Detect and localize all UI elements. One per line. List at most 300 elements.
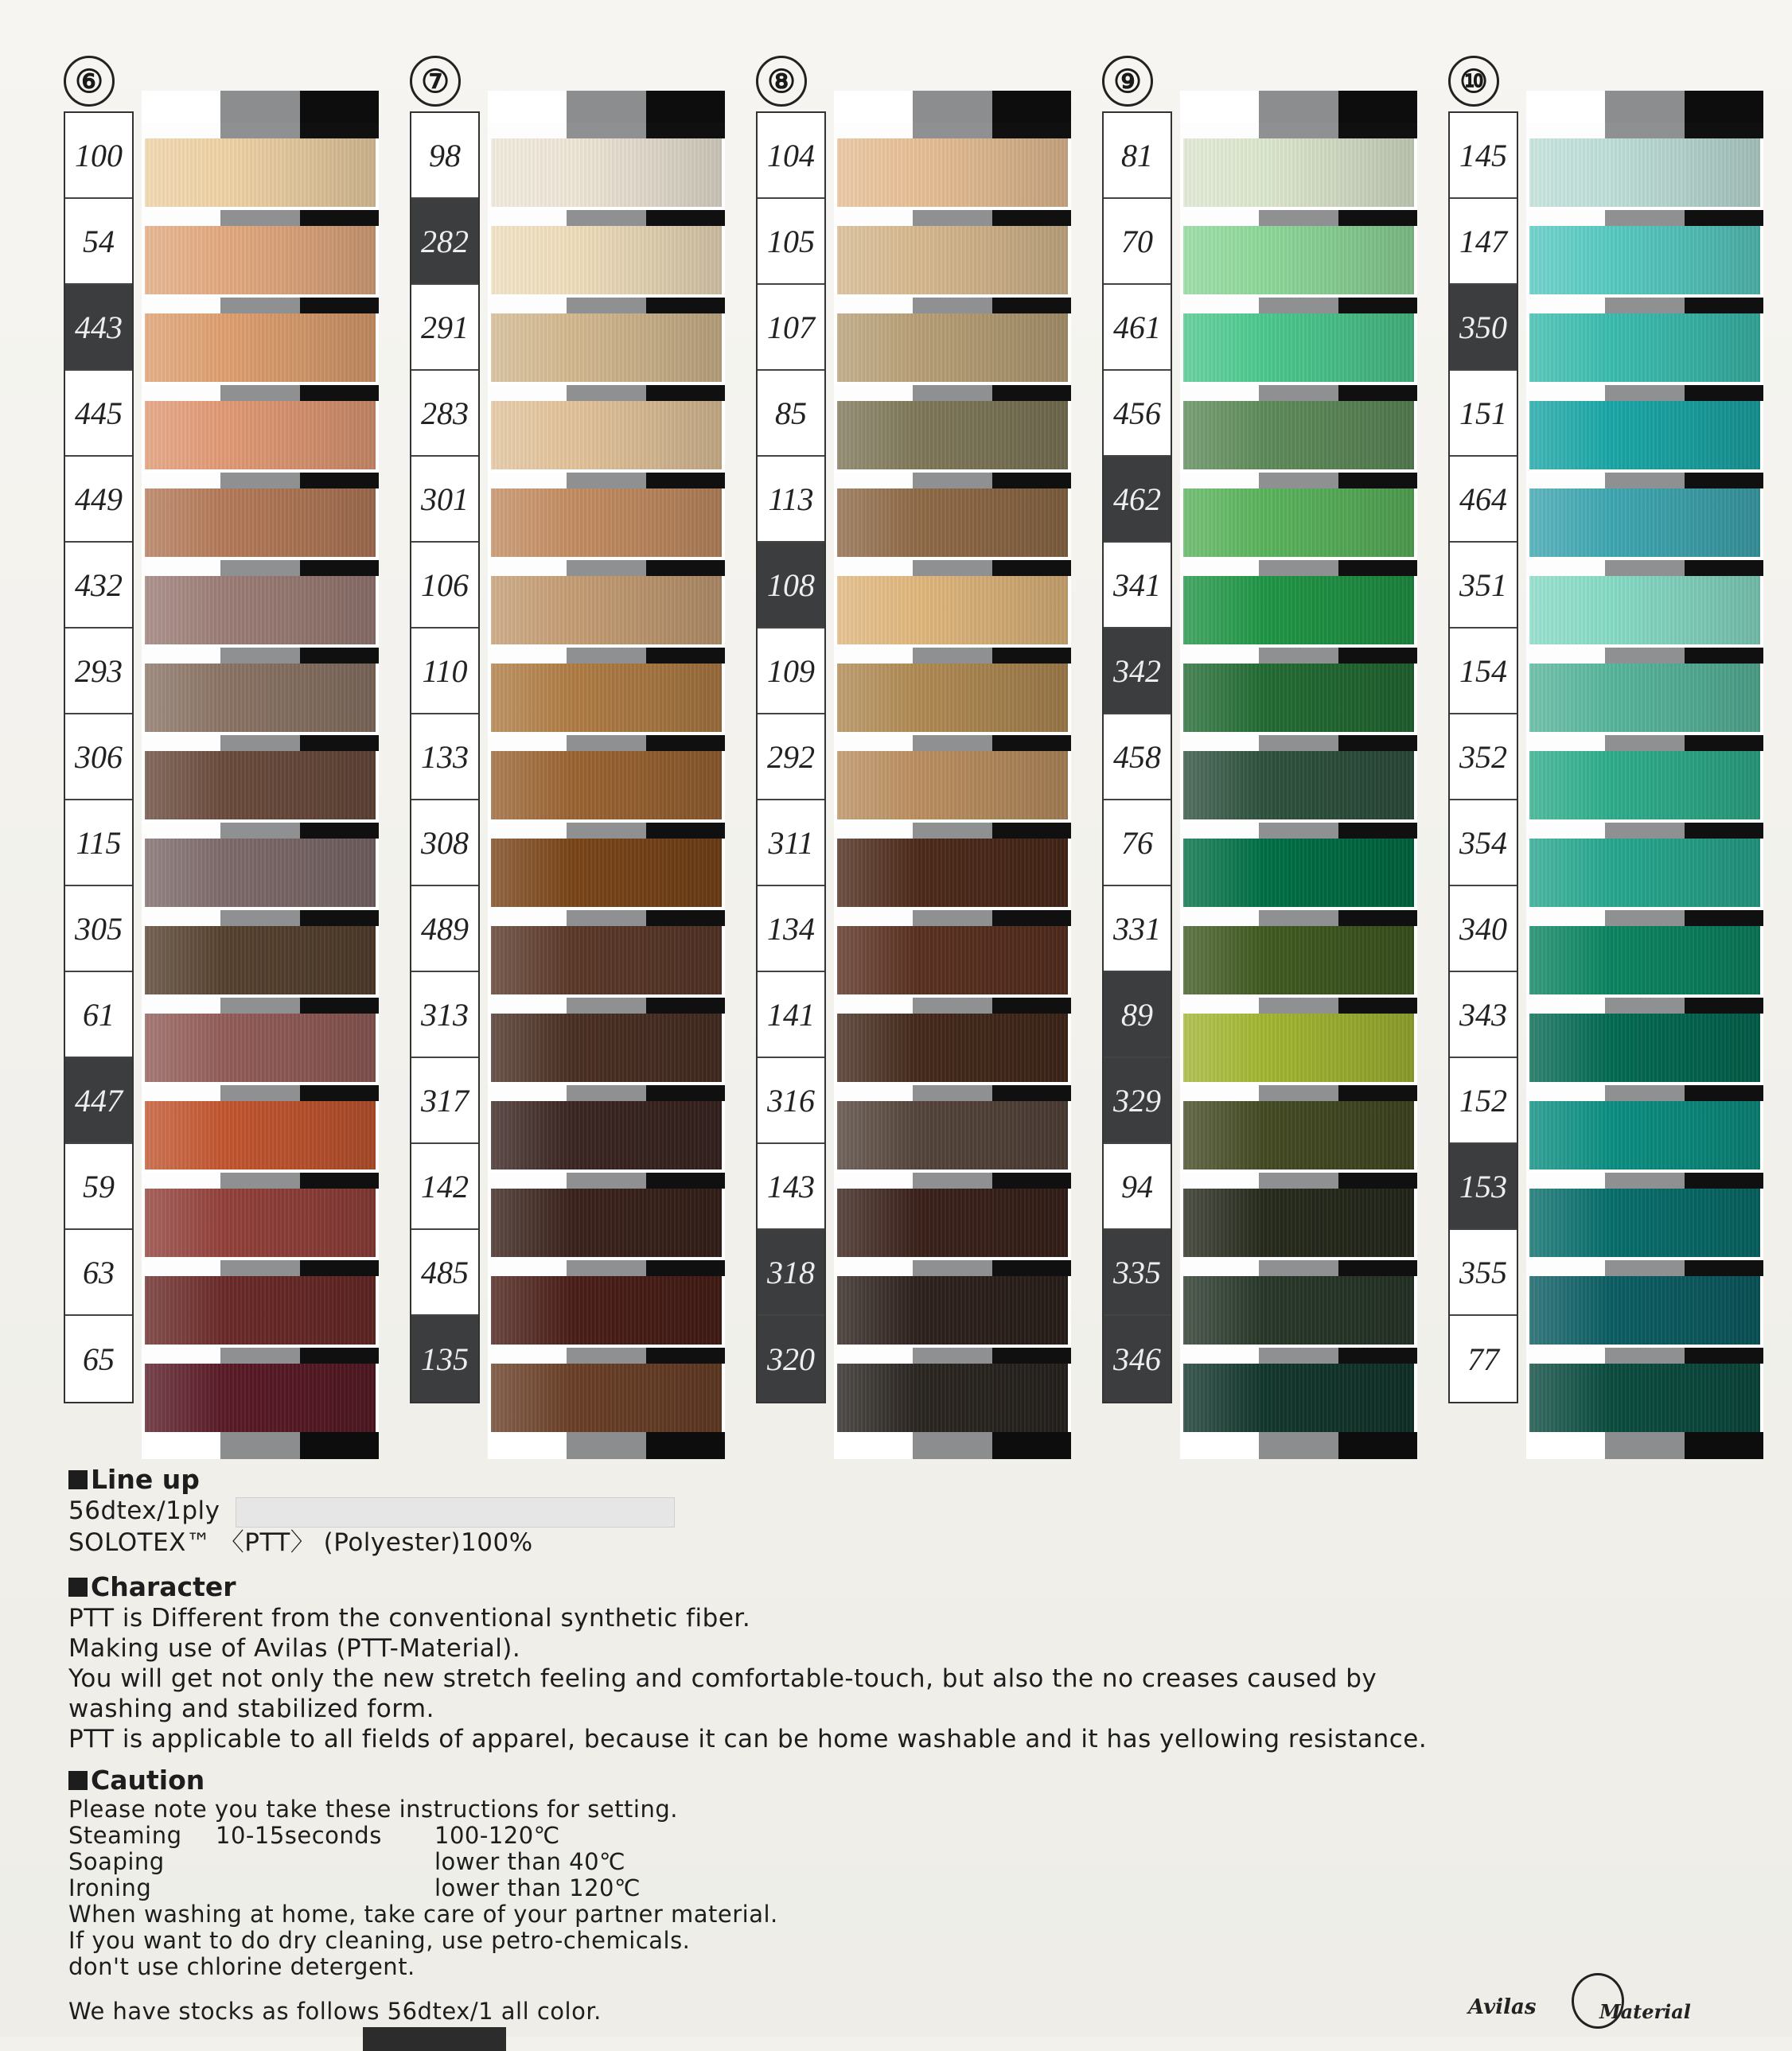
separator-segment — [992, 1260, 1071, 1276]
separator-segment — [1685, 210, 1763, 226]
color-code-label: 89 — [1104, 972, 1171, 1058]
separator-segment — [992, 210, 1071, 226]
separator-segment — [1605, 1085, 1684, 1101]
separator-segment — [300, 123, 379, 138]
separator-segment — [1605, 123, 1684, 138]
swatch-strip — [1526, 91, 1763, 1459]
thread-swatch — [145, 926, 376, 994]
swatch-row — [1180, 823, 1417, 909]
separator-segment — [1685, 560, 1763, 576]
code-column — [1102, 111, 1172, 1403]
separator-segment — [142, 560, 220, 576]
swatch-separator — [488, 910, 725, 926]
caution-steaming: Steaming 10-15seconds 100-120℃ — [68, 1822, 560, 1849]
color-code-label: 432 — [65, 543, 132, 629]
strip-header — [1526, 91, 1763, 123]
color-code-label: 305 — [65, 886, 132, 972]
separator-segment — [992, 910, 1071, 926]
swatch-row — [834, 385, 1071, 471]
thread-swatch — [145, 839, 376, 907]
separator-segment — [142, 648, 220, 664]
swatch-separator — [834, 1173, 1071, 1189]
separator-segment — [1259, 123, 1338, 138]
color-code-label: 113 — [758, 457, 824, 543]
separator-segment — [300, 560, 379, 576]
separator-segment — [834, 385, 913, 401]
separator-segment — [567, 1085, 645, 1101]
separator-segment — [1605, 998, 1684, 1014]
separator-segment — [1180, 560, 1259, 576]
separator-segment — [300, 1173, 379, 1189]
swatch-row — [1180, 123, 1417, 208]
thread-swatch — [1183, 226, 1414, 294]
separator-segment — [142, 473, 220, 488]
separator-segment — [220, 910, 299, 926]
thread-swatch — [491, 226, 722, 294]
swatch-separator — [1526, 385, 1763, 401]
separator-segment — [1605, 823, 1684, 839]
swatch-separator — [488, 123, 725, 138]
swatch-row — [1180, 298, 1417, 383]
swatch-row — [1526, 735, 1763, 821]
separator-segment — [1605, 1348, 1684, 1364]
thread-swatch — [1183, 1014, 1414, 1082]
square-bullet-icon — [68, 1771, 88, 1790]
swatch-separator — [834, 1085, 1071, 1101]
color-code-label: 443 — [65, 285, 132, 371]
character-line: You will get not only the new stretch feeling and comfortable-touch, but also the no creases caused by — [68, 1664, 1377, 1693]
thread-swatch — [145, 1014, 376, 1082]
swatch-separator — [488, 385, 725, 401]
separator-segment — [1526, 735, 1605, 751]
swatch-separator — [834, 560, 1071, 576]
color-code-label: 143 — [758, 1144, 824, 1230]
color-code-label: 76 — [1104, 800, 1171, 886]
thread-swatch — [491, 576, 722, 644]
separator-segment — [142, 1260, 220, 1276]
thread-swatch — [145, 401, 376, 469]
swatch-separator — [488, 298, 725, 313]
swatch-separator — [1526, 560, 1763, 576]
separator-segment — [220, 1348, 299, 1364]
separator-segment — [1605, 210, 1684, 226]
stocks-line: We have stocks as follows 56dtex/1 all color. — [68, 1998, 602, 2025]
separator-segment — [1685, 1085, 1763, 1101]
color-code-label: 293 — [65, 629, 132, 714]
separator-segment — [834, 298, 913, 313]
color-code-label: 485 — [411, 1230, 478, 1316]
separator-segment — [913, 1173, 991, 1189]
swatch-separator — [142, 1260, 379, 1276]
color-code-label: 355 — [1450, 1230, 1517, 1316]
separator-segment — [1259, 560, 1338, 576]
thread-swatch — [1183, 926, 1414, 994]
separator-segment — [1338, 1348, 1417, 1364]
color-code-label: 135 — [411, 1316, 478, 1402]
swatch-separator — [1526, 910, 1763, 926]
separator-segment — [913, 560, 991, 576]
separator-segment — [646, 998, 725, 1014]
thread-swatch — [1183, 1276, 1414, 1345]
separator-segment — [1685, 998, 1763, 1014]
color-code-label: 351 — [1450, 543, 1517, 629]
swatch-separator — [1180, 1260, 1417, 1276]
separator-segment — [1605, 1260, 1684, 1276]
thread-swatch — [1529, 1276, 1760, 1345]
thread-swatch — [145, 226, 376, 294]
color-code-label: 105 — [758, 199, 824, 285]
color-code-label: 154 — [1450, 629, 1517, 714]
separator-segment — [1338, 473, 1417, 488]
swatch-row — [1180, 1085, 1417, 1171]
separator-segment — [834, 560, 913, 576]
separator-segment — [142, 1173, 220, 1189]
swatch-separator — [1526, 1085, 1763, 1101]
strip-reference-segment — [1338, 1432, 1417, 1459]
thread-swatch — [1183, 1364, 1414, 1432]
swatch-row — [1526, 1260, 1763, 1346]
thread-swatch — [1529, 488, 1760, 557]
separator-segment — [1338, 385, 1417, 401]
thread-swatch — [491, 839, 722, 907]
swatch-separator — [142, 560, 379, 576]
swatch-separator — [834, 735, 1071, 751]
color-code-label: 110 — [411, 629, 478, 714]
swatch-row — [834, 1348, 1071, 1434]
separator-segment — [1526, 823, 1605, 839]
separator-segment — [913, 823, 991, 839]
separator-segment — [646, 1348, 725, 1364]
separator-segment — [992, 385, 1071, 401]
separator-segment — [567, 210, 645, 226]
separator-segment — [913, 1348, 991, 1364]
separator-segment — [913, 210, 991, 226]
strip-reference-segment — [1259, 91, 1338, 123]
swatch-separator — [834, 298, 1071, 313]
color-code-label: 316 — [758, 1058, 824, 1144]
separator-segment — [1259, 998, 1338, 1014]
thread-swatch — [837, 1101, 1068, 1169]
separator-segment — [1180, 910, 1259, 926]
color-group — [402, 56, 728, 1456]
swatch-separator — [1180, 560, 1417, 576]
separator-segment — [1526, 910, 1605, 926]
thread-swatch — [837, 1189, 1068, 1257]
thread-swatch — [145, 313, 376, 382]
thread-swatch — [1529, 751, 1760, 819]
swatch-row — [834, 648, 1071, 734]
thread-swatch — [837, 751, 1068, 819]
color-code-label: 134 — [758, 886, 824, 972]
color-code-label: 104 — [758, 113, 824, 199]
separator-segment — [567, 473, 645, 488]
character-section — [68, 1571, 1739, 1754]
separator-segment — [1338, 210, 1417, 226]
swatch-row — [1180, 210, 1417, 296]
separator-segment — [992, 298, 1071, 313]
separator-segment — [488, 385, 567, 401]
character-line: Making use of Avilas (PTT-Material). — [68, 1634, 521, 1663]
separator-segment — [646, 210, 725, 226]
swatch-separator — [488, 1348, 725, 1364]
strip-reference-segment — [834, 1432, 913, 1459]
color-code-label: 335 — [1104, 1230, 1171, 1316]
swatch-row — [1526, 1085, 1763, 1171]
separator-segment — [834, 123, 913, 138]
swatch-row — [834, 910, 1071, 996]
strip-reference-segment — [1180, 91, 1259, 123]
separator-segment — [1605, 473, 1684, 488]
swatch-row — [142, 1348, 379, 1434]
swatch-row — [1526, 298, 1763, 383]
redacted-box — [236, 1497, 675, 1528]
separator-segment — [220, 473, 299, 488]
swatch-row — [834, 1173, 1071, 1259]
swatch-row — [488, 298, 725, 383]
thread-swatch — [491, 664, 722, 732]
color-code-label: 447 — [65, 1058, 132, 1144]
strip-reference-segment — [913, 91, 991, 123]
separator-segment — [220, 1173, 299, 1189]
thread-swatch — [145, 138, 376, 207]
strip-header — [488, 91, 725, 123]
strip-reference-segment — [1605, 91, 1684, 123]
separator-segment — [834, 1085, 913, 1101]
separator-segment — [1338, 998, 1417, 1014]
separator-segment — [834, 910, 913, 926]
separator-segment — [488, 1173, 567, 1189]
separator-segment — [1180, 823, 1259, 839]
separator-segment — [834, 210, 913, 226]
strip-reference-segment — [992, 1432, 1071, 1459]
color-code-label: 77 — [1467, 1341, 1499, 1377]
color-code-label: 456 — [1104, 371, 1171, 457]
color-group — [1094, 56, 1420, 1456]
color-code-label: 445 — [65, 371, 132, 457]
separator-segment — [567, 910, 645, 926]
swatch-strip — [488, 91, 725, 1459]
color-code-label: 301 — [411, 457, 478, 543]
separator-segment — [1338, 1173, 1417, 1189]
color-code-label: 145 — [1450, 113, 1517, 199]
swatch-separator — [1526, 1260, 1763, 1276]
thread-swatch — [491, 1101, 722, 1169]
strip-reference-segment — [300, 91, 379, 123]
swatch-separator — [1526, 1173, 1763, 1189]
separator-segment — [1526, 210, 1605, 226]
separator-segment — [646, 560, 725, 576]
separator-segment — [1685, 298, 1763, 313]
color-code-label: 462 — [1104, 457, 1171, 543]
strip-reference-segment — [834, 91, 913, 123]
swatch-row — [488, 735, 725, 821]
color-group — [56, 56, 382, 1456]
swatch-separator — [142, 1348, 379, 1364]
swatch-row — [1526, 473, 1763, 558]
color-group — [1440, 56, 1767, 1456]
swatch-separator — [1180, 210, 1417, 226]
color-group — [748, 56, 1074, 1456]
separator-segment — [220, 648, 299, 664]
separator-segment — [488, 298, 567, 313]
strip-reference-segment — [1605, 1432, 1684, 1459]
separator-segment — [834, 648, 913, 664]
separator-segment — [488, 1260, 567, 1276]
strip-reference-segment — [646, 91, 725, 123]
color-code-label: 342 — [1104, 629, 1171, 714]
separator-segment — [913, 123, 991, 138]
color-code-label: 292 — [758, 714, 824, 800]
thread-swatch — [837, 1276, 1068, 1345]
separator-segment — [1526, 298, 1605, 313]
swatch-separator — [834, 910, 1071, 926]
strip-footer — [488, 1432, 725, 1459]
color-code-label: 153 — [1450, 1144, 1517, 1230]
separator-segment — [1259, 298, 1338, 313]
swatch-row — [1180, 385, 1417, 471]
color-code-label: 308 — [411, 800, 478, 886]
color-code-label: 65 — [83, 1341, 115, 1377]
separator-segment — [1526, 1085, 1605, 1101]
strip-reference-segment — [488, 91, 567, 123]
thread-swatch — [1183, 401, 1414, 469]
character-line: PTT is Different from the conventional synthetic fiber. — [68, 1604, 751, 1633]
swatch-separator — [142, 298, 379, 313]
color-code-label: 108 — [758, 543, 824, 629]
swatch-separator — [834, 648, 1071, 664]
thread-swatch — [1183, 138, 1414, 207]
color-code-label: 61 — [65, 972, 132, 1058]
thread-swatch — [145, 576, 376, 644]
swatch-separator — [1526, 823, 1763, 839]
separator-segment — [913, 998, 991, 1014]
separator-segment — [1259, 823, 1338, 839]
strip-footer — [1180, 1432, 1417, 1459]
swatch-row — [488, 385, 725, 471]
separator-segment — [488, 648, 567, 664]
separator-segment — [1338, 123, 1417, 138]
separator-segment — [1526, 473, 1605, 488]
separator-segment — [567, 823, 645, 839]
separator-segment — [220, 1260, 299, 1276]
color-code-label: 100 — [65, 113, 132, 199]
separator-segment — [1605, 735, 1684, 751]
code-column — [756, 111, 826, 1403]
separator-segment — [913, 385, 991, 401]
thread-swatch — [1183, 488, 1414, 557]
separator-segment — [488, 1348, 567, 1364]
swatch-row — [488, 823, 725, 909]
separator-segment — [488, 910, 567, 926]
swatch-row — [488, 123, 725, 208]
square-bullet-icon — [68, 1578, 88, 1597]
swatch-separator — [488, 1260, 725, 1276]
separator-segment — [567, 560, 645, 576]
thread-swatch — [491, 1014, 722, 1082]
swatch-separator — [1526, 210, 1763, 226]
separator-segment — [834, 735, 913, 751]
swatch-row — [142, 1085, 379, 1171]
separator-segment — [1259, 648, 1338, 664]
separator-segment — [1526, 1348, 1605, 1364]
separator-segment — [1685, 910, 1763, 926]
separator-segment — [1605, 298, 1684, 313]
swatch-separator — [1180, 1173, 1417, 1189]
separator-segment — [992, 648, 1071, 664]
separator-segment — [1338, 1260, 1417, 1276]
swatch-separator — [142, 473, 379, 488]
group-number: ⑥ — [64, 56, 115, 107]
swatch-separator — [488, 823, 725, 839]
swatch-row — [834, 298, 1071, 383]
separator-segment — [1605, 648, 1684, 664]
swatch-separator — [1526, 735, 1763, 751]
swatch-row — [142, 910, 379, 996]
swatch-row — [488, 648, 725, 734]
strip-reference-segment — [646, 1432, 725, 1459]
swatch-separator — [834, 123, 1071, 138]
thread-swatch — [837, 226, 1068, 294]
strip-reference-segment — [142, 1432, 220, 1459]
color-code-label: 343 — [1450, 972, 1517, 1058]
separator-segment — [1259, 1260, 1338, 1276]
caution-line: don't use chlorine detergent. — [68, 1953, 415, 1980]
separator-segment — [913, 298, 991, 313]
separator-segment — [1259, 735, 1338, 751]
swatch-row — [142, 823, 379, 909]
strip-reference-segment — [1685, 1432, 1763, 1459]
thread-swatch — [145, 1101, 376, 1169]
swatch-row — [1180, 473, 1417, 558]
separator-segment — [567, 123, 645, 138]
separator-segment — [1685, 823, 1763, 839]
thread-swatch — [145, 664, 376, 732]
separator-segment — [300, 1348, 379, 1364]
color-code-label: 85 — [758, 371, 824, 457]
color-code-label: 283 — [411, 371, 478, 457]
swatch-separator — [834, 210, 1071, 226]
swatch-separator — [142, 648, 379, 664]
separator-segment — [300, 473, 379, 488]
separator-segment — [834, 1173, 913, 1189]
separator-segment — [488, 210, 567, 226]
color-code-label: 489 — [411, 886, 478, 972]
separator-segment — [300, 1260, 379, 1276]
separator-segment — [220, 385, 299, 401]
color-code-label: 70 — [1104, 199, 1171, 285]
color-code-label: 313 — [411, 972, 478, 1058]
thread-swatch — [145, 488, 376, 557]
color-code-label: 317 — [411, 1058, 478, 1144]
separator-segment — [488, 473, 567, 488]
thread-swatch — [491, 751, 722, 819]
swatch-row — [834, 560, 1071, 646]
separator-segment — [220, 123, 299, 138]
swatch-row — [1526, 385, 1763, 471]
swatch-row — [142, 473, 379, 558]
swatch-separator — [488, 998, 725, 1014]
strip-reference-segment — [1259, 1432, 1338, 1459]
thread-swatch — [1529, 664, 1760, 732]
thread-swatch — [1183, 576, 1414, 644]
swatch-row — [834, 735, 1071, 821]
separator-segment — [1259, 210, 1338, 226]
separator-segment — [646, 1085, 725, 1101]
thread-swatch — [837, 401, 1068, 469]
swatch-separator — [1526, 473, 1763, 488]
swatch-row — [1180, 1173, 1417, 1259]
swatch-row — [488, 560, 725, 646]
